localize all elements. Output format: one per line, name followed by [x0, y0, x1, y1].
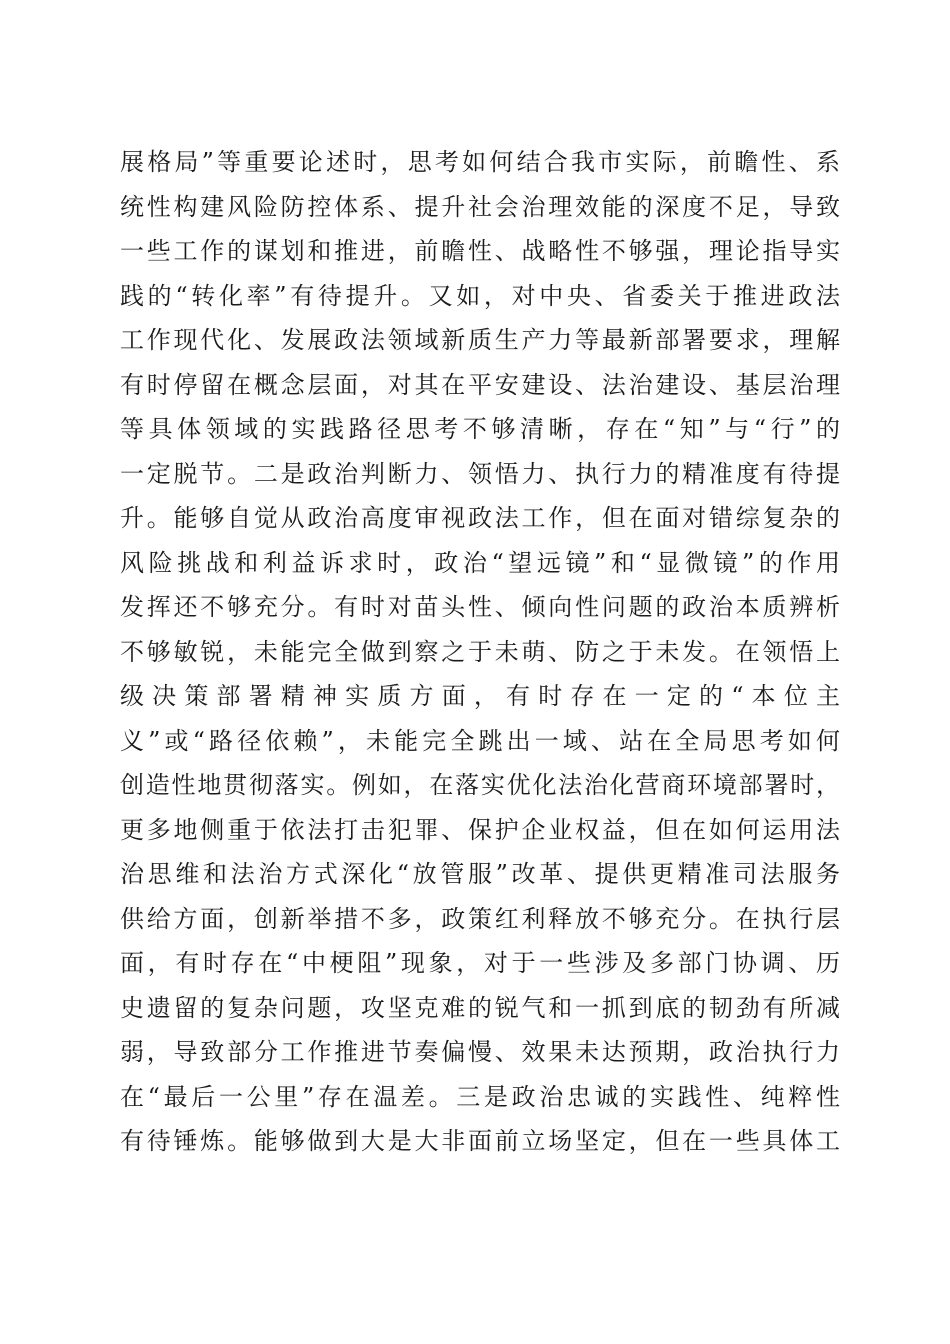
text-line: 治思维和法治方式深化“放管服”改革、提供更精准司法服务 [120, 860, 840, 888]
text-line: 统性构建风险防控体系、提升社会治理效能的深度不足，导致 [120, 192, 840, 221]
text-line: 面，有时存在“中梗阻”现象，对于一些涉及多部门协调、历 [120, 949, 840, 977]
text-line: 有待锤炼。能够做到大是大非面前立场坚定，但在一些具体工 [120, 1127, 840, 1155]
text-line: 级决策部署精神实质方面，有时存在一定的“本位主 [120, 682, 840, 710]
text-line: 有时停留在概念层面，对其在平安建设、法治建设、基层治理 [120, 370, 840, 399]
text-line: 一定脱节。二是政治判断力、领悟力、执行力的精准度有待提 [120, 459, 840, 488]
text-line: 一些工作的谋划和推进，前瞻性、战略性不够强，理论指导实 [120, 237, 840, 265]
text-line: 史遗留的复杂问题，攻坚克难的锐气和一抓到底的韧劲有所减 [120, 993, 840, 1022]
text-line: 义”或“路径依赖”，未能完全跳出一域、站在全局思考如何 [120, 726, 840, 755]
text-line: 供给方面，创新举措不多，政策红利释放不够充分。在执行层 [120, 904, 840, 933]
text-line: 不够敏锐，未能完全做到察之于未萌、防之于未发。在领悟上 [120, 637, 840, 666]
text-line: 升。能够自觉从政治高度审视政法工作，但在面对错综复杂的 [120, 504, 840, 532]
text-line: 创造性地贯彻落实。例如，在落实优化法治化营商环境部署时， [120, 771, 840, 799]
text-line: 工作现代化、发展政法领域新质生产力等最新部署要求，理解 [120, 326, 840, 354]
text-line: 弱，导致部分工作推进节奏偏慢、效果未达预期，政治执行力 [120, 1038, 840, 1066]
text-line: 践的“转化率”有待提升。又如，对中央、省委关于推进政法 [120, 281, 840, 310]
text-line: 在“最后一公里”存在温差。三是政治忠诚的实践性、纯粹性 [120, 1082, 840, 1111]
text-line: 更多地侧重于依法打击犯罪、保护企业权益，但在如何运用法 [120, 815, 840, 844]
text-line: 等具体领域的实践路径思考不够清晰，存在“知”与“行”的 [120, 415, 840, 443]
body-text [120, 140, 840, 1164]
text-line: 发挥还不够充分。有时对苗头性、倾向性问题的政治本质辨析 [120, 593, 840, 621]
text-line: 风险挑战和利益诉求时，政治“望远镜”和“显微镜”的作用 [120, 548, 840, 577]
text-line: 展格局”等重要论述时，思考如何结合我市实际，前瞻性、系 [120, 148, 840, 176]
